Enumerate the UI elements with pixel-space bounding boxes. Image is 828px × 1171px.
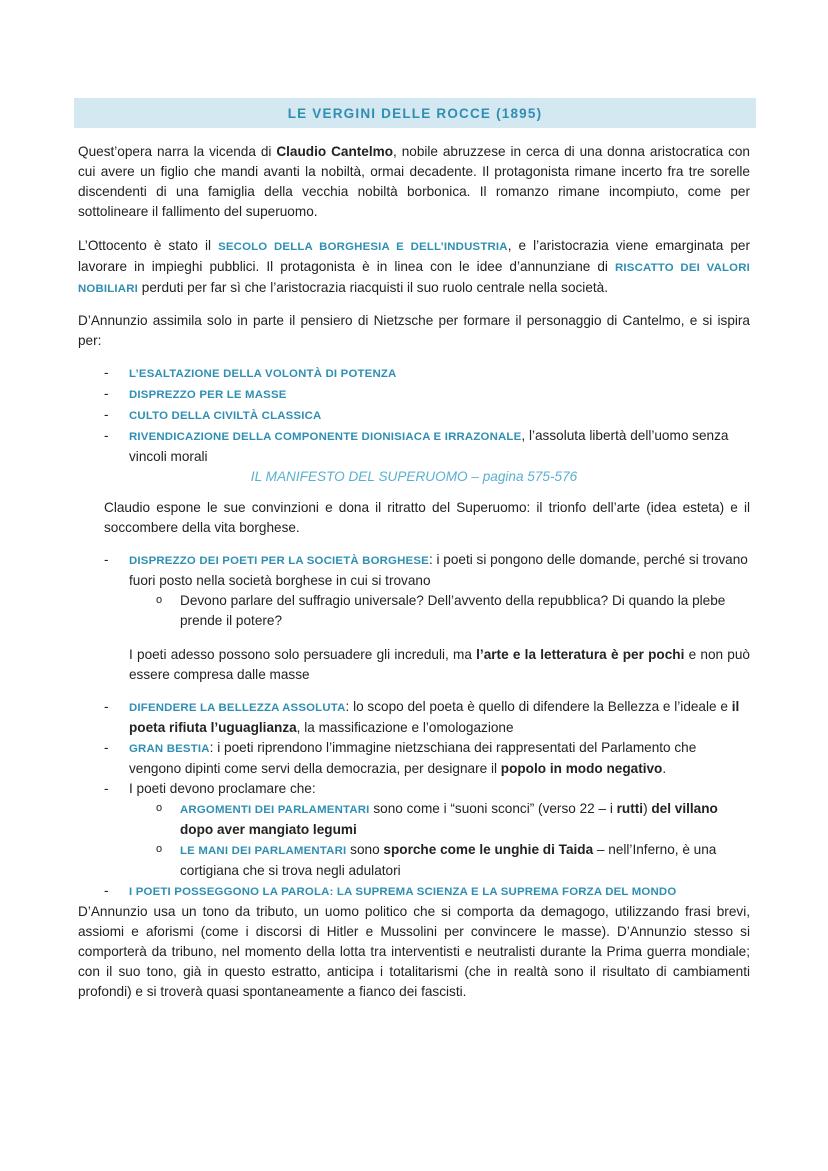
list-item: - DISPREZZO DEI POETI PER LA SOCIETÀ BORGHESE: i poeti si pongono delle domande, perché si trovano fuori posto nella società borghese in cui si trovano o Devono parlare del suffragio universale? Dell’avvento della repubblica? Di quando la plebe prende il potere? <box>78 550 750 631</box>
page-title: LE VERGINI DELLE ROCCE (1895) <box>74 98 756 128</box>
list-item: - RIVENDICAZIONE DELLA COMPONENTE DIONISIACA E IRRAZONALE, l’assoluta libertà dell’uomo senza vincoli morali <box>78 426 750 467</box>
sub-list <box>129 591 750 631</box>
list-item: - I poeti devono proclamare che: o ARGOMENTI DEI PARLAMENTARI sono come i “suoni sconci” (verso 22 – i rutti) del villano dopo aver mangiato legumi o LE MANI DEI PARLAMENTARI sono sporche come le unghie di Taida – nell’Inferno, è una cortigiana che si trova negli adulatori <box>78 779 750 881</box>
document-body <box>78 142 750 1002</box>
sub-list-item: o ARGOMENTI DEI PARLAMENTARI sono come i “suoni sconci” (verso 22 – i rutti) del villano dopo aver mangiato legumi <box>129 799 750 840</box>
conclusion-paragraph: D’Annunzio usa un tono da tributo, un uomo politico che si comporta da demagogo, utilizzando frasi brevi, assiomi e aforismi (come i discorsi di Hitler e Mussolini per convincere le masse). D’Annunzio stesso si comporterà da tribuno, nel momento della lotta tra interventisti e neutralisti durante la Prima guerra mondiale; con il suo tono, già in questo estratto, anticipa i totalitarismi (che in realtà sono il risultato di cambiamenti profondi) e si troverà quasi spontaneamente a fianco dei fascisti. <box>78 904 750 999</box>
sub-list-item: o Devono parlare del suffragio universale? Dell’avvento della repubblica? Di quando la plebe prende il potere? <box>129 591 750 631</box>
manifesto-paragraph: Claudio espone le sue convinzioni e dona il ritratto del Superuomo: il trionfo dell’arte (idea esteta) e il soccombere della vita borghese. <box>104 500 750 535</box>
sub-list-item: o LE MANI DEI PARLAMENTARI sono sporche come le unghie di Taida – nell’Inferno, è una cortigiana che si trova negli adulatori <box>129 840 750 881</box>
sub-list <box>129 799 750 881</box>
inspiration-list <box>78 363 750 467</box>
poets-list <box>78 697 750 902</box>
note-paragraph: I poeti adesso possono solo persuadere gli increduli, ma l’arte e la letteratura è per pochi e non può essere compresa dalle masse <box>129 647 750 682</box>
contempt-list <box>78 550 750 631</box>
context-paragraph: L’Ottocento è stato il SECOLO DELLA BORGHESIA E DELL’INDUSTRIA, e l’aristocrazia viene emarginata per lavorare in impieghi pubblici. Il protagonista è in linea con le idee d’annunziane di RISCATTO DEI VALORI NOBILIARI perduti per far sì che l’aristocrazia riacquisti il suo ruolo centrale nella società. <box>78 238 751 295</box>
list-item: - CULTO DELLA CIVILTÀ CLASSICA <box>78 405 750 426</box>
list-item: - I POETI POSSEGGONO LA PAROLA: LA SUPREMA SCIENZA E LA SUPREMA FORZA DEL MONDO <box>78 881 750 902</box>
list-item: - GRAN BESTIA: i poeti riprendono l’immagine nietzschiana dei rappresentati del Parlamento che vengono dipinti come servi della democrazia, per designare il popolo in modo negativo. <box>78 738 750 779</box>
list-item: - L’ESALTAZIONE DELLA VOLONTÀ DI POTENZA <box>78 363 750 384</box>
section-subtitle: IL MANIFESTO DEL SUPERUOMO – pagina 575-576 <box>250 469 578 484</box>
intro-paragraph: Quest’opera narra la vicenda di Claudio Cantelmo, nobile abruzzese in cerca di una donna aristocratica con cui avere un figlio che mandi avanti la nobiltà, ormai decadente. Il protagonista rimane incerto fra tre sorelle discendenti di una famiglia della vecchia nobiltà borbonica. Il romanzo rimane incompiuto, come per sottolineare il fallimento del superuomo. <box>78 144 750 219</box>
list-item: - DIFENDERE LA BELLEZZA ASSOLUTA: lo scopo del poeta è quello di difendere la Bellezza e l’ideale e il poeta rifiuta l’uguaglianza, la massificazione e l’omologazione <box>78 697 750 738</box>
list-item: - DISPREZZO PER LE MASSE <box>78 384 750 405</box>
nietzsche-paragraph: D’Annunzio assimila solo in parte il pensiero di Nietzsche per formare il personaggio di Cantelmo, e si ispira per: <box>78 313 750 348</box>
